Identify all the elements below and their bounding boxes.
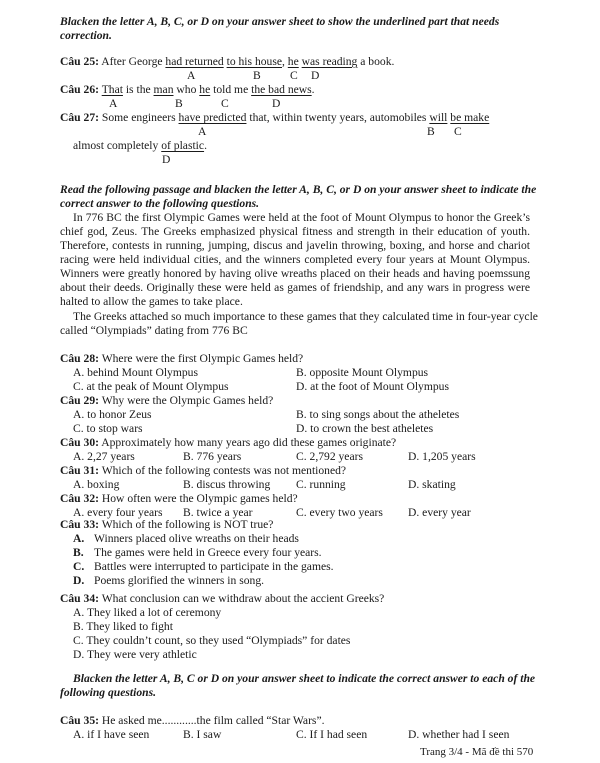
option-c[interactable]: C. 2,792 years (296, 450, 363, 463)
option-d[interactable]: D. whether had I seen (408, 728, 510, 741)
option-c[interactable]: C. at the peak of Mount Olympus (73, 380, 229, 393)
underlined-a: have predicted (178, 111, 247, 124)
option-d[interactable]: D. every year (408, 506, 471, 519)
option-d[interactable]: D. to crown the best atheletes (296, 422, 434, 435)
question-text: What conclusion can we withdraw about the accient Greeks? (101, 592, 385, 605)
option-b[interactable]: B. opposite Mount Olympus (296, 366, 429, 379)
question-29 (60, 394, 273, 408)
label-b: B (253, 69, 261, 82)
option-c[interactable]: C. running (296, 478, 346, 491)
passage-line: The Greeks attached so much importance to these games that they calculated time in four-year cycle (73, 310, 538, 323)
question-31 (60, 464, 346, 478)
option-d[interactable]: D. They were very athletic (73, 648, 197, 661)
option-d[interactable]: D. at the foot of Mount Olympus (296, 380, 449, 393)
instruction-final-line1: Blacken the letter A, B, C or D on your answer sheet to indicate the correct answer to each of the (73, 672, 536, 685)
underlined-a: had returned (165, 55, 224, 68)
option-a[interactable]: A. to honor Zeus (73, 408, 152, 421)
passage-line: chief god, Zeus. The Greeks emphasized physical fitness and strength in their education of youth. (60, 225, 530, 238)
page-footer: Trang 3/4 - Mã đề thi 570 (420, 746, 534, 758)
option-b[interactable]: B. twice a year (183, 506, 253, 519)
question-26: Câu 26: That is the man who he told me the bad news. (60, 83, 315, 96)
label-a: A (109, 97, 118, 110)
option-b[interactable]: B. discus throwing (183, 478, 271, 491)
option-c[interactable]: C. They couldn’t count, so they used “Olympiads” for dates (73, 634, 351, 647)
option-c-letter: C. (73, 560, 85, 573)
passage-line: In 776 BC the first Olympic Games were held at the foot of Mount Olympus to honor the Greek’s (73, 211, 530, 224)
question-number: Câu 30: (60, 436, 99, 449)
instruction-final-line2: following questions. (60, 686, 156, 699)
passage-line: racing were held individual cities, and the winners completed every four years at Mount Olympus. (60, 253, 530, 266)
underlined-b: to his house (226, 55, 282, 68)
question-text: Which of the following contests was not mentioned? (101, 464, 347, 477)
question-text: Why were the Olympic Games held? (101, 394, 274, 407)
option-d[interactable]: D. skating (408, 478, 456, 491)
label-b: B (427, 125, 435, 138)
option-c[interactable]: C. If I had seen (296, 728, 368, 741)
label-c: C (454, 125, 462, 138)
instruction-passage-line1: Read the following passage and blacken the letter A, B, C, or D on your answer sheet to indicate the (60, 183, 537, 196)
question-text: He asked me............the film called “Star Wars”. (101, 714, 325, 727)
instruction-underlined-line1: Blacken the letter A, B, C, or D on your answer sheet to show the underlined part that needs (60, 15, 500, 28)
option-d-letter: D. (73, 574, 85, 587)
option-b[interactable]: B. They liked to fight (73, 620, 173, 633)
label-c: C (290, 69, 298, 82)
option-a[interactable]: A. boxing (73, 478, 120, 491)
label-a: A (198, 125, 207, 138)
passage-line: about their deeds. Originally these were held as games of friendship, and any wars in progress were (60, 281, 530, 294)
option-a[interactable]: A. They liked a lot of ceremony (73, 606, 222, 619)
question-number: Câu 31: (60, 464, 99, 477)
underlined-b: will (429, 111, 448, 124)
option-d[interactable]: D. 1,205 years (408, 450, 476, 463)
label-c: C (221, 97, 229, 110)
label-b: B (175, 97, 183, 110)
underlined-b: man (153, 83, 174, 96)
underlined-a: That (101, 83, 123, 96)
underlined-d: of plastic (161, 139, 205, 152)
option-c[interactable]: Battles were interrupted to participate in the games. (94, 560, 334, 573)
question-27-continued: almost completely of plastic. (73, 139, 207, 152)
question-number: Câu 26: (60, 83, 99, 96)
passage-line: Winners were greatly honored by having olive wreaths placed on their heads and having poemssung (60, 267, 530, 280)
option-a[interactable]: A. behind Mount Olympus (73, 366, 198, 379)
option-c[interactable]: C. to stop wars (73, 422, 143, 435)
question-text: Which of the following is NOT true? (101, 518, 274, 531)
underlined-c: he (199, 83, 211, 96)
option-a[interactable]: A. if I have seen (73, 728, 150, 741)
question-number: Câu 25: (60, 55, 99, 68)
question-34 (60, 592, 384, 606)
label-a: A (187, 69, 196, 82)
option-b[interactable]: B. 776 years (183, 450, 242, 463)
underlined-c: he (287, 55, 299, 68)
question-text: How often were the Olympic games held? (101, 492, 298, 505)
option-a[interactable]: A. every four years (73, 506, 163, 519)
question-number: Câu 28: (60, 352, 99, 365)
underlined-d: was reading (301, 55, 358, 68)
underlined-d: the bad news (251, 83, 312, 96)
option-a[interactable]: A. 2,27 years (73, 450, 135, 463)
question-text: Where were the first Olympic Games held? (101, 352, 304, 365)
question-number: Câu 34: (60, 592, 99, 605)
question-27: Câu 27: Some engineers have predicted that, within twenty years, automobiles will be make (60, 111, 490, 124)
question-32 (60, 492, 298, 506)
question-25: Câu 25: After George had returned to his house, he was reading a book. (60, 55, 395, 68)
passage-line: halted to allow the games to take place. (60, 295, 243, 308)
question-text: Approximately how many years ago did these games originate? (101, 436, 397, 449)
instruction-underlined-line2: correction. (60, 29, 112, 42)
option-b[interactable]: B. I saw (183, 728, 222, 741)
underlined-c: be make (450, 111, 490, 124)
option-b[interactable]: B. to sing songs about the atheletes (296, 408, 460, 421)
label-d: D (162, 153, 171, 166)
reading-passage (60, 211, 538, 338)
question-33 (60, 518, 273, 532)
option-a-letter: A. (73, 532, 85, 545)
question-number: Câu 32: (60, 492, 99, 505)
label-d: D (272, 97, 281, 110)
passage-line: Therefore, contests in running, jumping, discus and javelin throwing, boxing, and horse and chariot (60, 239, 530, 252)
option-a[interactable]: Winners placed olive wreaths on their heads (94, 532, 299, 545)
option-c[interactable]: C. every two years (296, 506, 383, 519)
question-number: Câu 33: (60, 518, 99, 531)
question-number: Câu 27: (60, 111, 99, 124)
question-35 (60, 714, 325, 728)
instruction-passage-line2: correct answer to the following questions. (60, 197, 260, 210)
question-30 (60, 436, 396, 450)
question-number: Câu 35: (60, 714, 99, 727)
option-b[interactable]: The games were held in Greece every four years. (94, 546, 322, 559)
question-number: Câu 29: (60, 394, 99, 407)
option-b-letter: B. (73, 546, 84, 559)
label-d: D (311, 69, 320, 82)
passage-line: called “Olympiads” dating from 776 BC (60, 324, 248, 337)
question-28 (60, 352, 303, 366)
option-d[interactable]: Poems glorified the winners in song. (94, 574, 265, 587)
